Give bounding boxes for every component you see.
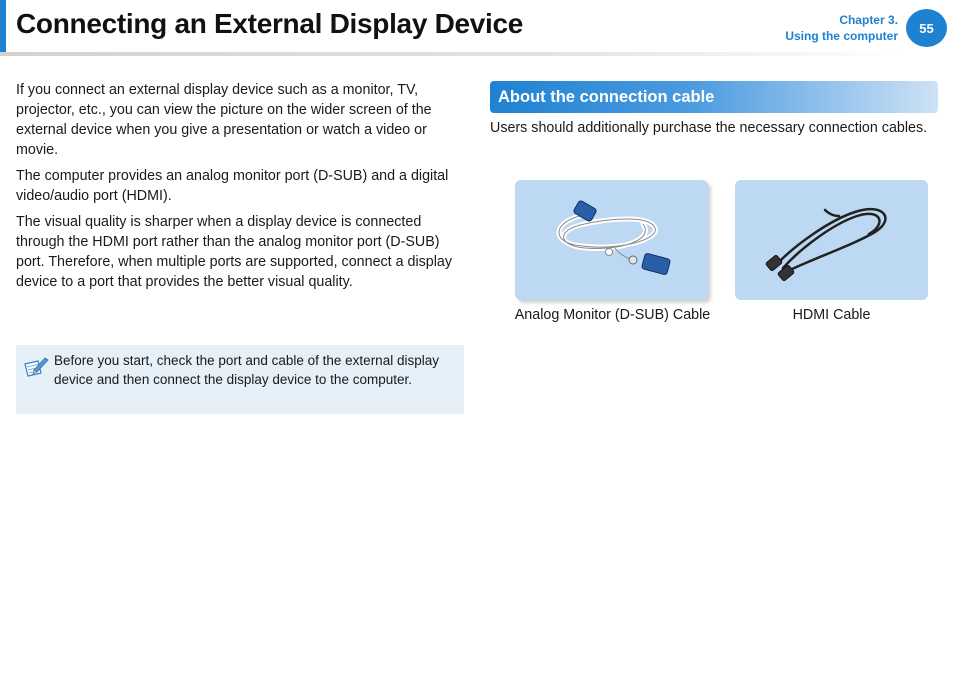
chapter-name: Using the computer [785,29,898,43]
intro-text [16,80,468,298]
intro-paragraph: The computer provides an analog monitor port (D-SUB) and a digital video/audio port (HDMI). [16,168,449,204]
hdmi-cable-icon [735,180,928,300]
dsub-cable-card [515,180,708,300]
dsub-cable-caption: Analog Monitor (D-SUB) Cable [514,307,711,323]
page-title: Connecting an External Display Device [16,8,524,39]
page-number-badge: 55 [906,9,947,47]
hdmi-cable-card [735,180,928,300]
intro-paragraph: If you connect an external display device such as a monitor, TV, projector, etc., you can view the picture on the wider screen of the external device when you give a presentation or watch a video or movie. [16,82,432,158]
section-body: Users should additionally purchase the necessary connection cables. [490,120,928,136]
chapter-label [785,12,898,44]
note-box [16,345,464,414]
note-text: Before you start, check the port and cable of the external display device and then connect the display device to the computer. [54,353,439,387]
title-accent-bar [0,0,6,52]
hdmi-cable-caption: HDMI Cable [792,307,871,323]
intro-paragraph: The visual quality is sharper when a display device is connected through the HDMI port rather than the analog monitor port (D-SUB) port. Therefore, when multiple ports are supported, connect a display device to a port that provides the better visual quality. [16,214,453,290]
chapter-number: Chapter 3. [839,13,898,27]
section-heading: About the connection cable [490,81,938,113]
note-pencil-icon [23,355,49,379]
dsub-cable-icon [515,180,708,300]
title-underline [0,52,905,56]
